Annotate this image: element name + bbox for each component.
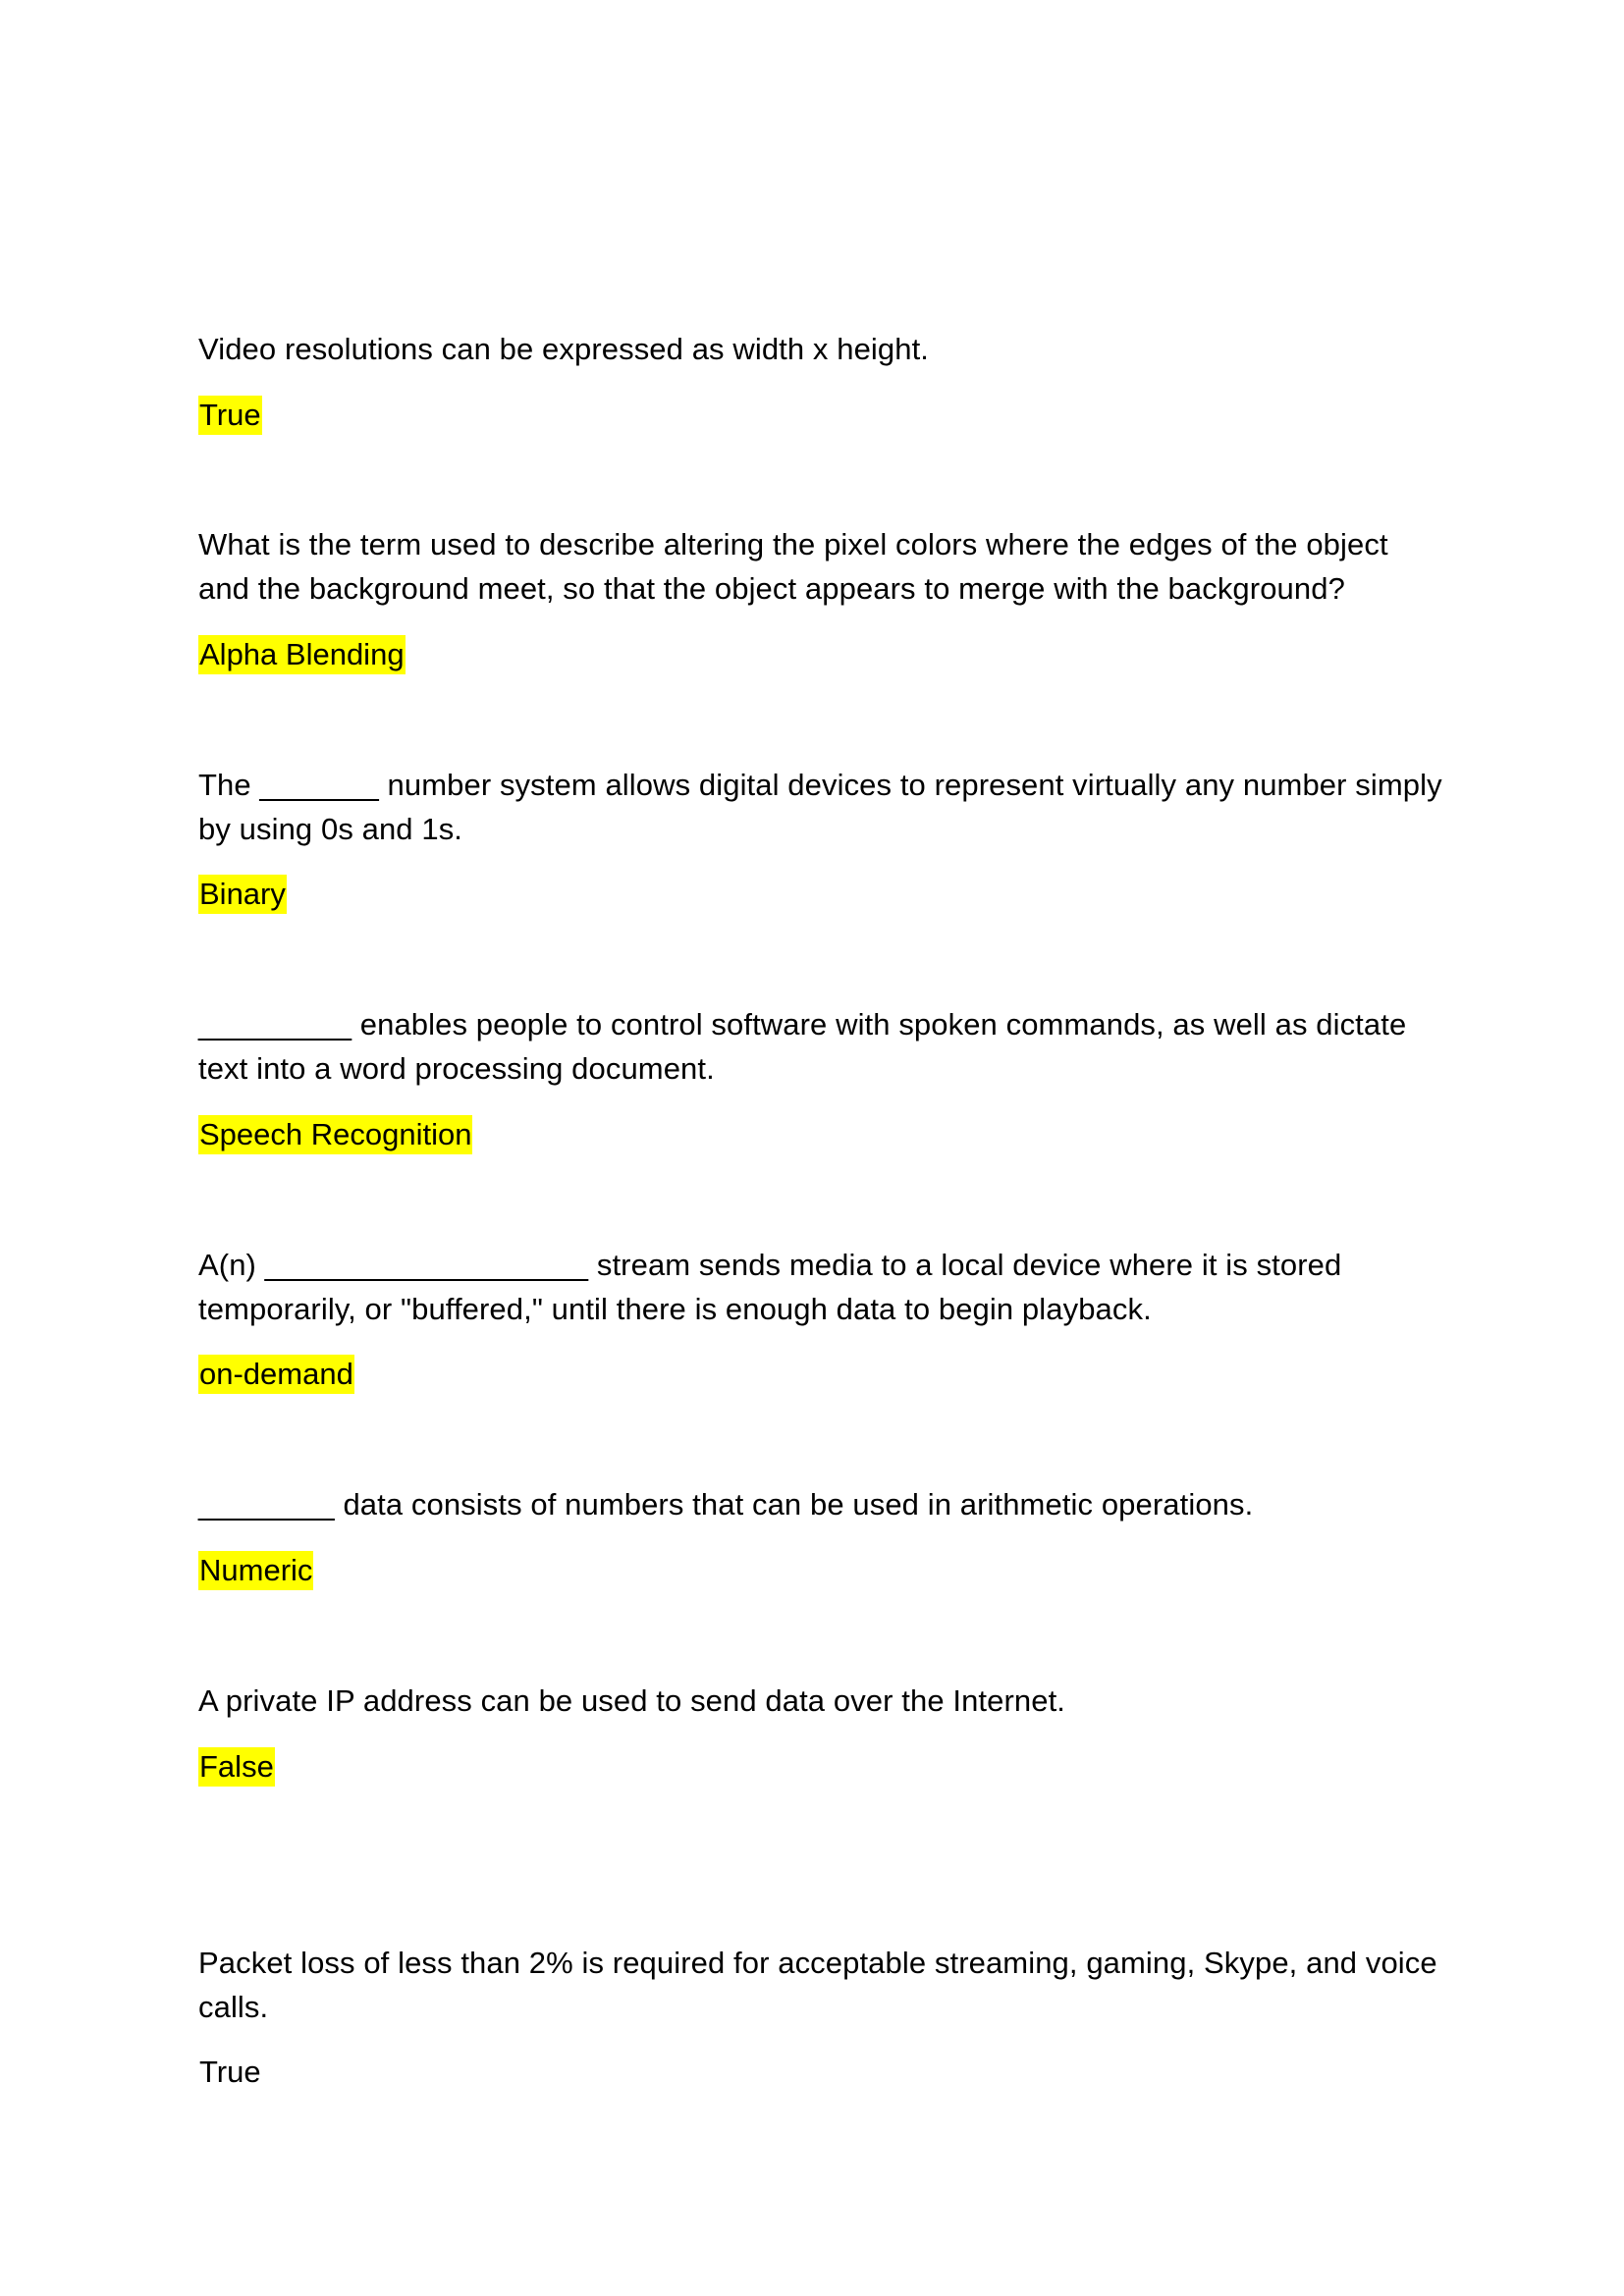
question-text: The _______ number system allows digital devices to represent virtually any number simply by using 0s and 1s.	[198, 768, 1442, 846]
question-text: _________ enables people to control software with spoken commands, as well as dictate text into a word processing document.	[198, 1007, 1407, 1086]
question-text: A(n) ___________________ stream sends media to a local device where it is stored temporarily, or "buffered," until there is enough data to begin playback.	[198, 1248, 1342, 1326]
question-text: Video resolutions can be expressed as width x height.	[198, 332, 930, 366]
question-text: What is the term used to describe altering the pixel colors where the edges of the object and the background meet, so that the object appears to merge with the background?	[198, 527, 1388, 606]
answer-highlight: False	[198, 1747, 275, 1787]
answer-highlight: Binary	[198, 875, 287, 914]
answer-highlight: Speech Recognition	[198, 1115, 472, 1154]
answer-highlight: Numeric	[198, 1551, 313, 1590]
question-text: Packet loss of less than 2% is required for acceptable streaming, gaming, Skype, and voice calls.	[198, 1946, 1437, 2024]
question-text: A private IP address can be used to send data over the Internet.	[198, 1683, 1066, 1718]
answer-text: True	[199, 2055, 261, 2089]
question-text: ________ data consists of numbers that can be used in arithmetic operations.	[198, 1487, 1254, 1522]
answer-highlight: on-demand	[198, 1355, 354, 1394]
answer-highlight: Alpha Blending	[198, 635, 406, 674]
answer-highlight: True	[198, 396, 262, 435]
